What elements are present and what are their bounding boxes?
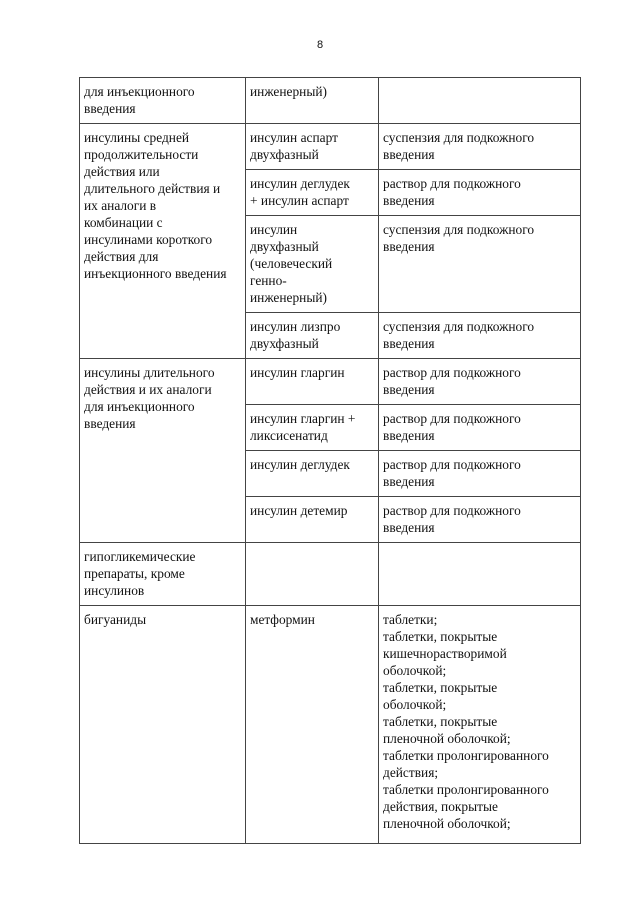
- drug-cell: инсулин аспарт двухфазный: [246, 124, 379, 170]
- drug-cell: инсулин детемир: [246, 497, 379, 543]
- table-row: [80, 124, 581, 170]
- table-row: [80, 606, 581, 844]
- drug-cell: инсулин деглудек + инсулин аспарт: [246, 170, 379, 216]
- group-cell: для инъекционного введения: [80, 78, 246, 124]
- drug-cell: инсулин двухфазный (человеческий генно- инженерный): [246, 216, 379, 313]
- drug-cell: инженерный): [246, 78, 379, 124]
- form-cell: [379, 78, 581, 124]
- group-cell: бигуаниды: [80, 606, 246, 844]
- form-cell: раствор для подкожного введения: [379, 170, 581, 216]
- form-cell: раствор для подкожного введения: [379, 451, 581, 497]
- group-cell: инсулины длительного действия и их аналоги для инъекционного введения: [80, 359, 246, 543]
- form-cell: раствор для подкожного введения: [379, 359, 581, 405]
- drug-table: [79, 77, 581, 844]
- group-cell: гипогликемические препараты, кроме инсулинов: [80, 543, 246, 606]
- form-cell: раствор для подкожного введения: [379, 497, 581, 543]
- drug-cell: инсулин лизпро двухфазный: [246, 313, 379, 359]
- drug-cell: [246, 543, 379, 606]
- form-cell: суспензия для подкожного введения: [379, 313, 581, 359]
- drug-cell: инсулин деглудек: [246, 451, 379, 497]
- drug-cell: метформин: [246, 606, 379, 844]
- page-number: 8: [316, 39, 324, 51]
- table-row: [80, 359, 581, 405]
- drug-cell: инсулин гларгин: [246, 359, 379, 405]
- table-row: [80, 78, 581, 124]
- group-cell: инсулины средней продолжительности действия или длительного действия и их аналоги в комбинации с инсулинами короткого действия для инъекционного введения: [80, 124, 246, 359]
- drug-cell: инсулин гларгин + ликсисенатид: [246, 405, 379, 451]
- table-row: [80, 543, 581, 606]
- form-cell: таблетки; таблетки, покрытые кишечнорастворимой оболочкой; таблетки, покрытые оболочкой; таблетки, покрытые пленочной оболочкой; таблетки пролонгированного действия; таблетки пролонгированного действия, покрытые пленочной оболочкой;: [379, 606, 581, 844]
- form-cell: суспензия для подкожного введения: [379, 124, 581, 170]
- form-cell: суспензия для подкожного введения: [379, 216, 581, 313]
- form-cell: [379, 543, 581, 606]
- form-cell: раствор для подкожного введения: [379, 405, 581, 451]
